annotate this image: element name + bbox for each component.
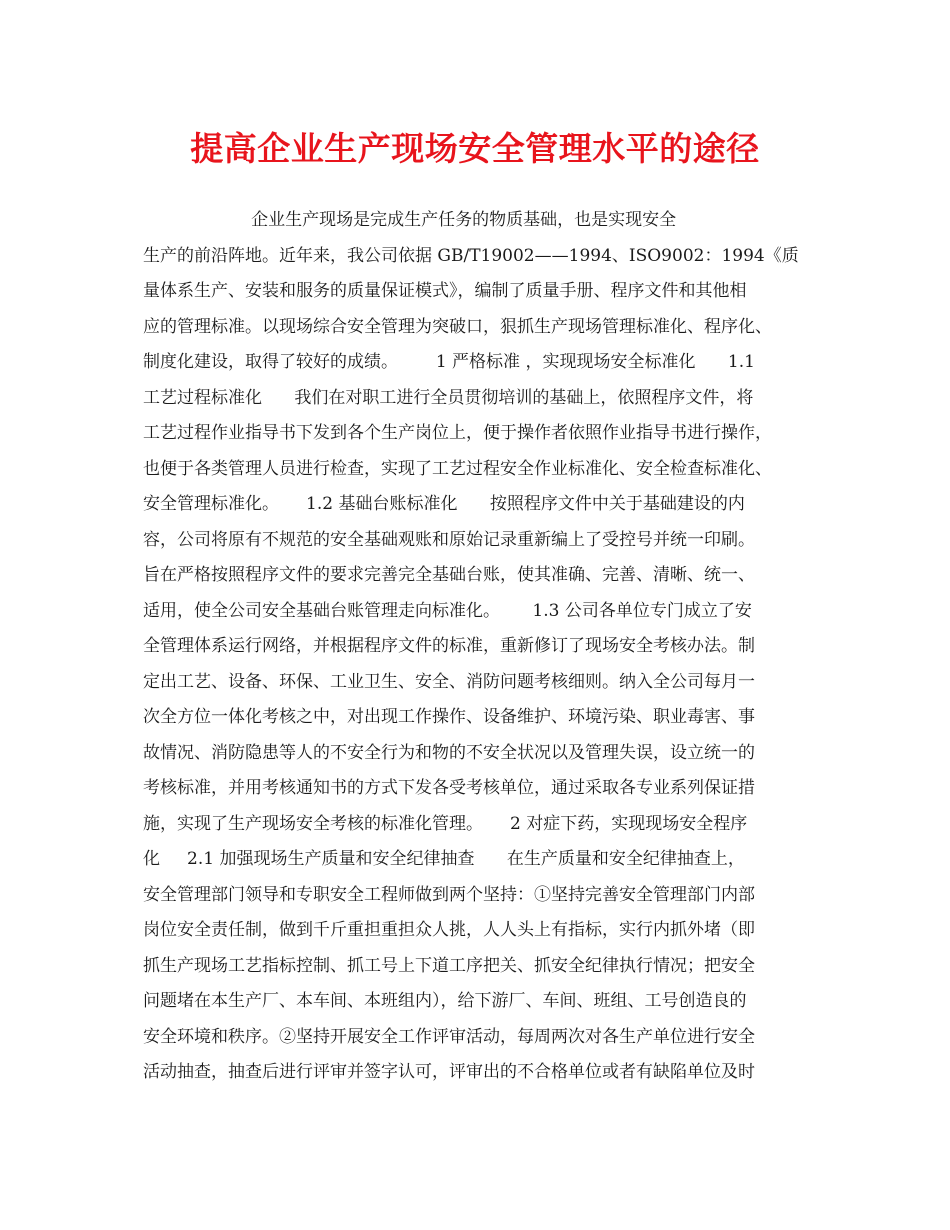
body-line: 全管理体系运行网络，并根据程序文件的标准，重新修订了现场安全考核办法。制 bbox=[143, 636, 755, 656]
body-line: 抓生产现场工艺指标控制、抓工号上下道工序把关、抓安全纪律执行情况；把安全 bbox=[143, 955, 755, 976]
body-line: 生产的前沿阵地。近年来，我公司依据 GB/T19002——1994、ISO9002：1994《质 bbox=[143, 245, 799, 266]
document-body bbox=[143, 203, 823, 1091]
body-line: 故情况、消防隐患等人的不安全行为和物的不安全状况以及管理失误，设立统一的 bbox=[143, 742, 755, 763]
body-line: 制度化建设，取得了较好的成绩。 1 严格标准 ，实现现场安全标准化 1.1 bbox=[143, 352, 755, 372]
body-line: 次全方位一体化考核之中，对出现工作操作、设备维护、环境污染、职业毒害、事 bbox=[143, 707, 755, 727]
body-line: 工艺过程作业指导书下发到各个生产岗位上，便于操作者依照作业指导书进行操作， bbox=[143, 423, 772, 443]
body-line: 问题堵在本生产厂、本车间、本班组内），给下游厂、车间、班组、工号创造良的 bbox=[143, 991, 747, 1011]
body-line: 安全管理部门领导和专职安全工程师做到两个坚持：①坚持完善安全管理部门内部 bbox=[143, 884, 755, 905]
body-line: 定出工艺、设备、环保、工业卫生、安全、消防问题考核细则。纳入全公司每月一 bbox=[143, 671, 755, 692]
body-line: 考核标准，并用考核通知书的方式下发各受考核单位，通过采取各专业系列保证措 bbox=[143, 778, 755, 798]
body-line: 适用，使全公司安全基础台账管理走向标准化。 1.3 公司各单位专门成立了安 bbox=[143, 600, 752, 621]
body-line: 安全管理标准化。 1.2 基础台账标准化 按照程序文件中关于基础建设的内 bbox=[143, 494, 745, 514]
body-line: 企业生产现场是完成生产任务的物质基础，也是实现安全 bbox=[143, 210, 677, 230]
body-line: 安全环境和秩序。②坚持开展安全工作评审活动，每周两次对各生产单位进行安全 bbox=[143, 1026, 755, 1047]
body-line: 也便于各类管理人员进行检查，实现了工艺过程安全作业标准化、安全检查标准化、 bbox=[143, 458, 772, 479]
body-line: 施，实现了生产现场安全考核的标准化管理。 2 对症下药，实现现场安全程序 bbox=[143, 813, 748, 834]
body-line: 活动抽查，抽查后进行评审并签字认可，评审出的不合格单位或者有缺陷单位及时 bbox=[143, 1062, 755, 1082]
body-line: 量体系生产、安装和服务的质量保证模式》，编制了质量手册、程序文件和其他相 bbox=[143, 281, 747, 301]
document-title: 提高企业生产现场安全管理水平的途径 bbox=[190, 129, 760, 168]
body-line: 化 2.1 加强现场生产质量和安全纪律抽查 在生产质量和安全纪律抽查上， bbox=[143, 849, 745, 869]
body-line: 旨在严格按照程序文件的要求完善完全基础台账，使其准确、完善、清晰、统一、 bbox=[143, 565, 755, 585]
body-line: 容，公司将原有不规范的安全基础观账和原始记录重新编上了受控号并统一印刷。 bbox=[143, 529, 755, 550]
body-line: 应的管理标准。以现场综合安全管理为突破口，狠抓生产现场管理标准化、程序化、 bbox=[143, 316, 772, 337]
body-line: 工艺过程标准化 我们在对职工进行全员贯彻培训的基础上，依照程序文件，将 bbox=[143, 387, 754, 408]
body-line: 岗位安全责任制，做到千斤重担重担众人挑，人人头上有指标，实行内抓外堵（即 bbox=[143, 920, 755, 940]
